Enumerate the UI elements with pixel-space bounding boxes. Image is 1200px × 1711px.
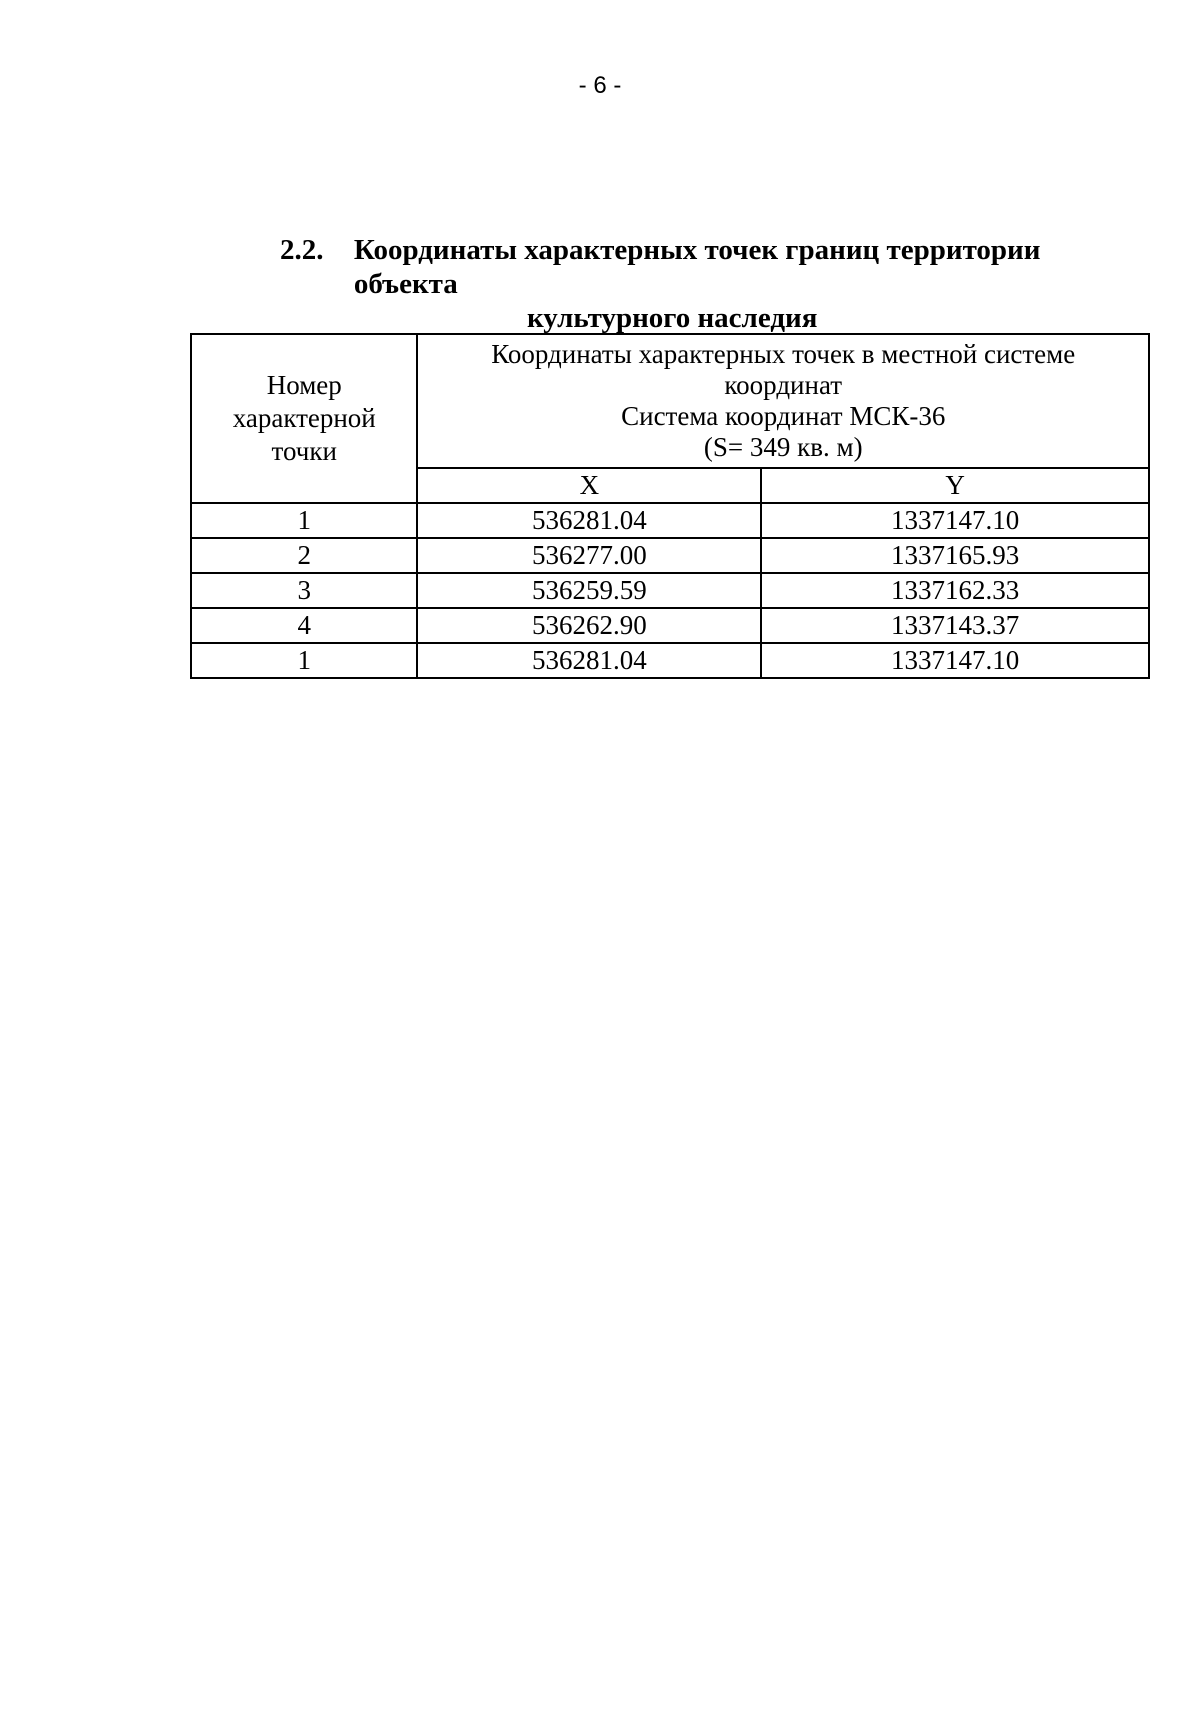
table-row	[191, 643, 1149, 678]
table-row	[191, 608, 1149, 643]
cell-point: 4	[191, 608, 417, 643]
cell-x: 536277.00	[417, 538, 761, 573]
coordinates-table	[190, 333, 1150, 679]
cell-point: 2	[191, 538, 417, 573]
header-point-line: Номер	[266, 370, 342, 400]
header-coordinates-line: (S= 349 кв. м)	[703, 432, 863, 462]
header-point-line: точки	[271, 436, 337, 466]
cell-y: 1337165.93	[761, 538, 1149, 573]
cell-x: 536259.59	[417, 573, 761, 608]
section-heading-line1	[280, 233, 1140, 301]
header-coordinates-line: Система координат МСК-36	[621, 401, 946, 431]
header-y: Y	[761, 468, 1149, 503]
cell-point: 3	[191, 573, 417, 608]
table-row	[191, 503, 1149, 538]
section-number: 2.2.	[280, 234, 324, 266]
section-title-line1: Координаты характерных точек границ территории объекта	[353, 234, 1041, 300]
table-header-row	[191, 334, 1149, 468]
header-point-line: характерной	[232, 403, 376, 433]
cell-y: 1337143.37	[761, 608, 1149, 643]
cell-point: 1	[191, 643, 417, 678]
header-point-number	[191, 334, 417, 503]
cell-point: 1	[191, 503, 417, 538]
header-coordinates-line: Координаты характерных точек в местной системе	[491, 339, 1076, 369]
header-coordinates	[417, 334, 1149, 468]
header-coordinates-line: координат	[724, 370, 843, 400]
header-x: X	[417, 468, 761, 503]
section-heading	[280, 233, 1140, 335]
cell-x: 536262.90	[417, 608, 761, 643]
cell-y: 1337162.33	[761, 573, 1149, 608]
section-title-line2: культурного наследия	[527, 302, 818, 334]
cell-x: 536281.04	[417, 503, 761, 538]
cell-y: 1337147.10	[761, 643, 1149, 678]
cell-x: 536281.04	[417, 643, 761, 678]
table-row	[191, 573, 1149, 608]
table-row	[191, 538, 1149, 573]
cell-y: 1337147.10	[761, 503, 1149, 538]
page-number: - 6 -	[578, 72, 622, 99]
